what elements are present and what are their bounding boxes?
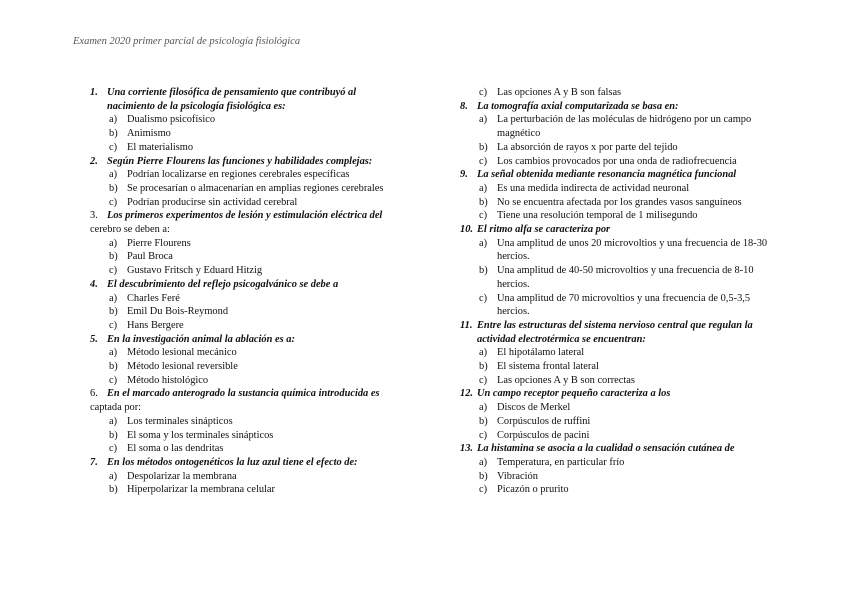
option-letter: c) <box>109 443 118 455</box>
answer-option <box>90 141 402 155</box>
question-number: 3. <box>90 210 98 222</box>
answer-option <box>460 346 782 360</box>
question-text: La histamina se asocia a la cualidad o sensación cutánea de <box>477 443 735 455</box>
question-number: 1. <box>90 87 98 98</box>
option-text: Las opciones A y B son falsas <box>497 87 622 98</box>
option-text: El materialismo <box>127 141 194 153</box>
question-12 <box>460 387 782 442</box>
answer-option <box>90 237 402 251</box>
answer-option <box>460 113 782 140</box>
option-text: Animismo <box>127 128 171 140</box>
question-text: El ritmo alfa se caracteriza por <box>477 224 611 236</box>
question-number: 12. <box>460 388 473 400</box>
option-text: El soma y los terminales sinápticos <box>127 429 274 441</box>
option-letter: a) <box>479 114 488 126</box>
question-7 <box>90 456 402 497</box>
answer-option <box>90 319 402 333</box>
question-7-option-c <box>460 86 782 100</box>
answer-option <box>460 182 782 196</box>
question-number: 11. <box>460 319 473 331</box>
option-text: La perturbación de las moléculas de hidrógeno por un campo magnético <box>497 114 752 140</box>
answer-option <box>460 196 782 210</box>
option-letter: c) <box>479 484 488 496</box>
question-5 <box>90 333 402 388</box>
question-text: Entre las estructuras del sistema nervioso central que regulan la actividad electrotérmica se encuentran: <box>477 319 753 345</box>
answer-option <box>90 113 402 127</box>
option-letter: c) <box>109 141 118 153</box>
answer-option <box>90 305 402 319</box>
answer-option <box>90 429 402 443</box>
question-9 <box>460 168 782 223</box>
option-text: Discos de Merkel <box>497 402 571 414</box>
question-text: En la investigación animal la ablación es a: <box>107 333 295 345</box>
option-text: Método lesional mecánico <box>127 347 237 359</box>
option-text: Podrían localizarse en regiones cerebrales específicas <box>127 169 350 181</box>
answer-option <box>90 442 402 456</box>
option-text: Temperatura, en particular frío <box>497 456 625 468</box>
question-text: En los métodos ontogenéticos la luz azul tiene el efecto de: <box>107 456 358 468</box>
option-letter: a) <box>479 402 488 414</box>
answer-option <box>460 141 782 155</box>
option-text: Las opciones A y B son correctas <box>497 374 635 386</box>
answer-option <box>90 360 402 374</box>
question-text: La tomografía axial computarizada se basa en: <box>477 100 679 112</box>
question-text <box>90 209 402 236</box>
option-text: Despolarizar la membrana <box>127 470 237 482</box>
option-text: Una amplitud de 70 microvoltios y una frecuencia de 0,5-3,5 hercios. <box>497 292 751 318</box>
option-letter: a) <box>109 470 118 482</box>
option-letter: c) <box>109 374 118 386</box>
question-11 <box>460 319 782 388</box>
option-text: No se encuentra afectada por los grandes vasos sanguíneos <box>497 196 742 208</box>
option-text: Picazón o prurito <box>497 484 569 496</box>
answer-option <box>460 292 782 319</box>
option-letter: b) <box>479 265 488 277</box>
question-4 <box>90 278 402 333</box>
question-text: Según Pierre Flourens las funciones y habilidades complejas: <box>107 155 373 167</box>
question-text-emphasis: En el marcado anterogrado la sustancia química introducida es <box>107 388 380 400</box>
option-text: El sistema frontal lateral <box>497 361 599 373</box>
option-letter: b) <box>479 196 488 208</box>
option-text: Corpúsculos de pacini <box>497 429 590 441</box>
option-text: Una amplitud de unos 20 microvoltios y una frecuencia de 18-30 hercios. <box>497 237 768 263</box>
option-letter: a) <box>109 169 118 181</box>
option-text: Vibración <box>497 470 538 482</box>
question-number: 7. <box>90 456 98 468</box>
option-text: Se procesarían o almacenarían en amplias regiones cerebrales <box>127 182 384 194</box>
question-number: 9. <box>460 169 468 181</box>
option-text: La absorción de rayos x por parte del tejido <box>497 141 678 153</box>
option-letter: a) <box>479 237 488 249</box>
option-text: Corpúsculos de ruffini <box>497 415 591 427</box>
option-letter: a) <box>109 237 118 249</box>
option-text: Hans Bergere <box>127 319 184 331</box>
answer-option <box>460 155 782 169</box>
question-text: La señal obtenida mediante resonancia magnética funcional <box>477 169 737 181</box>
answer-option <box>460 360 782 374</box>
option-letter: c) <box>479 429 488 441</box>
option-letter: b) <box>479 141 488 153</box>
option-text: El soma o las dendritas <box>127 443 224 455</box>
option-text: Dualismo psicofísico <box>127 114 216 126</box>
option-letter: a) <box>109 292 118 304</box>
question-text-continuation: cerebro se deben a: <box>90 224 170 236</box>
question-number: 2. <box>90 155 98 167</box>
option-letter: c) <box>479 210 488 222</box>
question-2 <box>90 155 402 210</box>
option-text: Paul Broca <box>127 251 173 263</box>
question-number: 8. <box>460 100 468 112</box>
option-text: Método lesional reversible <box>127 361 238 373</box>
option-text: Una amplitud de 40-50 microvoltios y una frecuencia de 8-10 hercios. <box>497 265 754 290</box>
answer-option <box>460 415 782 429</box>
answer-option <box>90 483 402 497</box>
option-letter: c) <box>109 265 118 277</box>
option-letter: b) <box>479 361 488 373</box>
option-letter: c) <box>109 196 118 208</box>
question-text: Un campo receptor pequeño caracteriza a los <box>477 388 671 400</box>
answer-option <box>460 264 782 291</box>
question-number: 6. <box>90 388 98 400</box>
option-letter: a) <box>109 415 118 427</box>
answer-option <box>460 429 782 443</box>
question-1 <box>90 86 402 155</box>
question-text <box>90 387 402 414</box>
question-8 <box>460 100 782 169</box>
answer-option <box>90 264 402 278</box>
question-10 <box>460 223 782 319</box>
answer-option <box>90 470 402 484</box>
option-text: Pierre Flourens <box>127 237 191 249</box>
question-text: El descubrimiento del reflejo psicogalvánico se debe a <box>107 278 339 290</box>
option-letter: b) <box>109 128 118 140</box>
option-text: Es una medida indirecta de actividad neuronal <box>497 182 690 194</box>
option-letter: c) <box>479 374 488 386</box>
answer-option <box>460 470 782 484</box>
answer-option <box>90 182 402 196</box>
option-letter: b) <box>479 470 488 482</box>
option-text: Los cambios provocados por una onda de radiofrecuencia <box>497 155 737 167</box>
question-3 <box>90 209 402 278</box>
answer-option <box>460 237 782 264</box>
option-text: Método histológico <box>127 374 209 386</box>
answer-option <box>90 374 402 388</box>
option-text: El hipotálamo lateral <box>497 347 585 359</box>
option-letter: a) <box>109 347 118 359</box>
option-text: Emil Du Bois-Reymond <box>127 306 229 318</box>
option-text: Los terminales sinápticos <box>127 415 233 427</box>
answer-option <box>90 168 402 182</box>
option-letter: b) <box>109 361 118 373</box>
option-letter: b) <box>109 182 118 194</box>
question-number: 4. <box>90 278 98 290</box>
answer-option <box>460 209 782 223</box>
option-letter: c) <box>479 87 488 98</box>
answer-option <box>90 415 402 429</box>
left-column <box>90 86 402 497</box>
option-letter: b) <box>109 484 118 496</box>
option-letter: a) <box>479 347 488 359</box>
answer-option <box>90 346 402 360</box>
question-number: 5. <box>90 333 98 345</box>
answer-option <box>460 374 782 388</box>
option-letter: c) <box>109 319 118 331</box>
answer-option <box>90 250 402 264</box>
question-13 <box>460 442 782 497</box>
answer-option <box>90 292 402 306</box>
document-header: Examen 2020 primer parcial de psicología fisiológica <box>73 36 301 47</box>
question-6 <box>90 387 402 456</box>
question-text-emphasis: Los primeros experimentos de lesión y estimulación eléctrica del <box>107 210 383 222</box>
option-letter: a) <box>479 456 488 468</box>
right-column <box>460 86 782 497</box>
option-letter: b) <box>109 429 118 441</box>
option-text: Charles Feré <box>127 292 180 304</box>
question-text: Una corriente filosófica de pensamiento que contribuyó al nacimiento de la psicología fisiológica es: <box>107 87 357 112</box>
question-number: 10. <box>460 224 473 236</box>
answer-option <box>460 483 782 497</box>
option-letter: b) <box>479 415 488 427</box>
option-letter: b) <box>109 251 118 263</box>
option-text: Tiene una resolución temporal de 1 milisegundo <box>497 210 698 222</box>
option-letter: a) <box>479 182 488 194</box>
option-letter: b) <box>109 306 118 318</box>
option-text: Hiperpolarizar la membrana celular <box>127 484 275 496</box>
option-letter: c) <box>479 292 488 304</box>
answer-option <box>460 401 782 415</box>
answer-option <box>460 456 782 470</box>
question-text-continuation: captada por: <box>90 402 142 414</box>
option-letter: c) <box>479 155 488 167</box>
answer-option <box>90 196 402 210</box>
option-text: Gustavo Fritsch y Eduard Hitzig <box>127 265 263 277</box>
option-letter: a) <box>109 114 118 126</box>
question-number: 13. <box>460 443 473 455</box>
answer-option <box>90 127 402 141</box>
option-text: Podrían producirse sin actividad cerebral <box>127 196 298 208</box>
